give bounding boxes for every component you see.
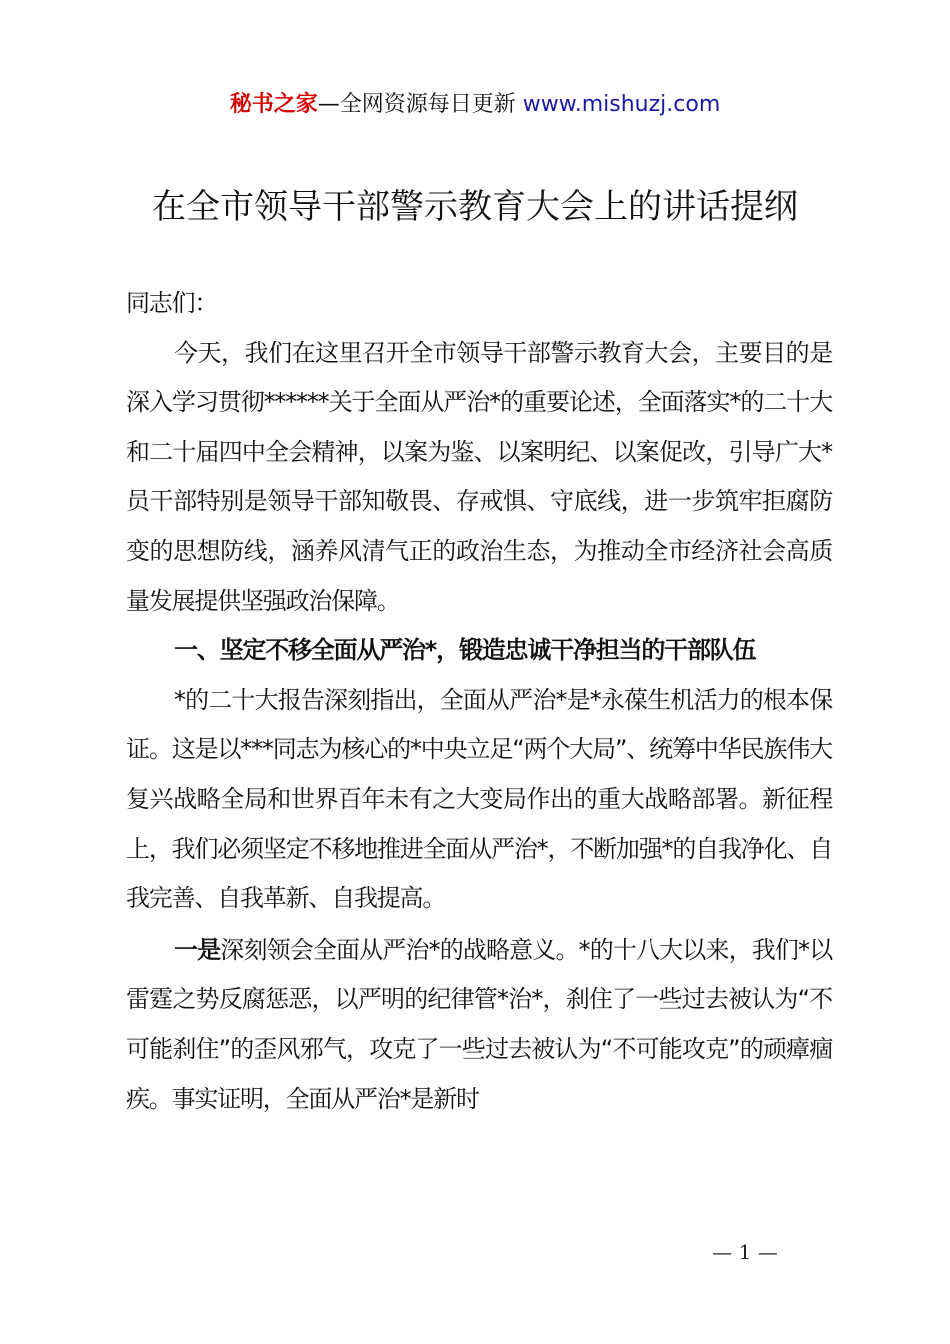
document-body: [126, 279, 832, 1124]
document-title: 在全市领导干部警示教育大会上的讲话提纲: [152, 187, 798, 227]
intro-paragraph: 今天，我们在这里召开全市领导干部警示教育大会，主要目的是深入学习贯彻******关于全面从严治*的重要论述，全面落实*的二十大和二十届四中全会精神，以案为鉴、以案明纪、以案促改，引导广大*员干部特别是领导干部知敬畏、存戒惧、守底线，进一步筑牢拒腐防变的思想防线，涵养风清气正的政治生态，为推动全市经济社会高质量发展提供坚强政治保障。: [126, 338, 832, 615]
point-lead: 一是: [174, 935, 221, 964]
salutation: 同志们：: [126, 289, 218, 317]
point-paragraph: [126, 926, 832, 1124]
point-body: 深刻领会全面从严治*的战略意义。*的十八大以来，我们*以雷霆之势反腐惩恶，以严明的纪律管*治*，刹住了一些过去被认为“不可能刹住”的歪风邪气，攻克了一些过去被认为“不可能攻克”的顽瘴痼疾。事实证明，全面从严治*是新时: [126, 935, 832, 1113]
section-heading: 一、坚定不移全面从严治*，锻造忠诚干净担当的干部队伍: [174, 636, 756, 665]
site-url-link[interactable]: www.mishuzj.com: [522, 92, 721, 117]
site-banner: [0, 88, 950, 122]
site-tagline: —全网资源每日更新: [317, 92, 516, 117]
site-brand: 秘书之家: [229, 92, 318, 117]
page-number: — 1 —: [712, 1240, 778, 1264]
section-paragraph: *的二十大报告深刻指出，全面从严治*是*永葆生机活力的根本保证。这是以***同志为核心的*中央立足“两个大局”、统筹中华民族伟大复兴战略全局和世界百年未有之大变局作出的重大战略部署。新征程上，我们必须坚定不移地推进全面从严治*，不断加强*的自我净化、自我完善、自我革新、自我提高。: [126, 685, 832, 913]
